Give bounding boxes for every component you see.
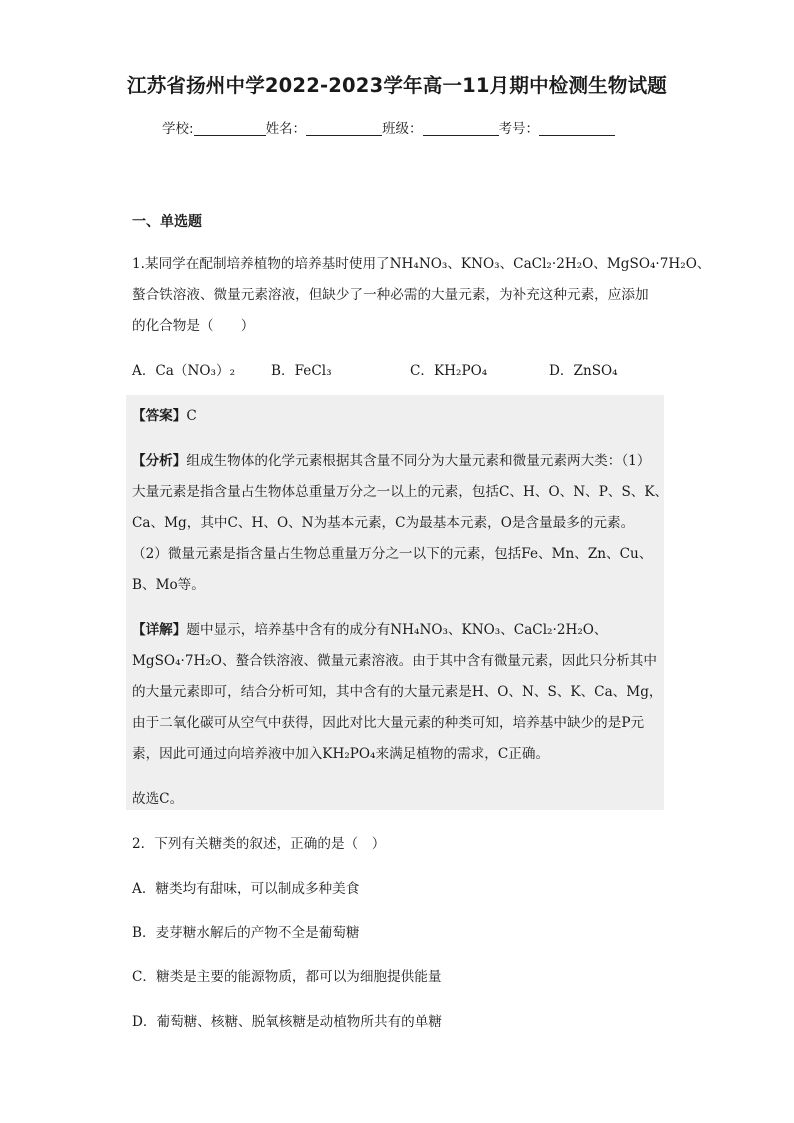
class-blank[interactable]: [423, 121, 499, 136]
section-heading: 一、单选题: [132, 214, 202, 230]
q1-option-d: D．ZnSO₄: [549, 363, 618, 379]
q2-option-c: C．糖类是主要的能源物质，都可以为细胞提供能量: [132, 969, 442, 985]
analysis-label: 【分析】: [132, 453, 187, 469]
q1-stem-line: 1.某同学在配制培养植物的培养基时使用了NH₄NO₃、KNO₃、CaCl₂·2H₂O、MgSO₄·7H₂O、: [132, 256, 711, 272]
id-blank[interactable]: [539, 121, 615, 136]
answer-value: C: [186, 408, 197, 424]
detail-text: 题中显示，培养基中含有的成分有NH₄NO₃、KNO₃、CaCl₂·2H₂O、: [186, 622, 608, 638]
q1-option-a: A．Ca（NO₃）₂: [132, 363, 236, 379]
school-blank[interactable]: [194, 121, 266, 136]
analysis-text: 组成生物体的化学元素根据其含量不同分为大量元素和微量元素两大类：（1）: [186, 453, 651, 469]
q1-detail-line: 由于二氧化碳可从空气中获得，因此对比大量元素的种类可知，培养基中缺少的是P元: [132, 715, 645, 731]
student-info-line: [162, 117, 615, 137]
q1-analysis-line: B、Mo等。: [132, 577, 205, 593]
q1-option-c: C．KH₂PO₄: [410, 363, 488, 379]
q1-analysis-line: 大量元素是指含量占生物体总重量万分之一以上的元素，包括C、H、O、N、P、S、K、: [132, 484, 669, 500]
q1-stem-line: 的化合物是（ ）: [132, 318, 255, 334]
answer-label: 【答案】: [132, 408, 187, 424]
q1-analysis-line: [132, 449, 650, 469]
exam-title: 江苏省扬州中学2022-2023学年高一11月期中检测生物试题: [127, 74, 667, 97]
q1-detail-line: 的大量元素即可，结合分析可知，其中含有的大量元素是H、O、N、S、K、Ca、Mg，: [132, 684, 663, 700]
q1-stem-line: 螯合铁溶液、微量元素溶液，但缺少了一种必需的大量元素，为补充这种元素，应添加: [132, 287, 649, 303]
q1-analysis-line: （2）微量元素是指含量占生物总重量万分之一以下的元素，包括Fe、Mn、Zn、Cu、: [132, 546, 653, 562]
q2-stem: 2．下列有关糖类的叙述，正确的是（ ）: [132, 836, 386, 852]
q1-detail-line: 素，因此可通过向培养液中加入KH₂PO₄来满足植物的需求，C正确。: [132, 746, 550, 762]
detail-label: 【详解】: [132, 622, 187, 638]
q2-option-b: B．麦芽糖水解后的产物不全是葡萄糖: [132, 925, 360, 941]
class-label: 班级：: [382, 121, 423, 137]
name-blank[interactable]: [306, 121, 382, 136]
q1-detail-line: [132, 618, 608, 638]
q2-option-d: D．葡萄糖、核糖、脱氧核糖是动植物所共有的单糖: [132, 1014, 442, 1030]
q1-analysis-line: Ca、Mg，其中C、H、O、N为基本元素，C为最基本元素，O是含量最多的元素。: [132, 515, 635, 531]
id-label: 考号：: [498, 121, 540, 137]
q1-detail-line: MgSO₄·7H₂O、螯合铁溶液、微量元素溶液。由于其中含有微量元素，因此只分析其中: [132, 653, 657, 669]
q1-conclusion: 故选C。: [132, 791, 184, 807]
q2-option-a: A．糖类均有甜味，可以制成多种美食: [132, 881, 360, 897]
school-label: 学校:: [162, 121, 194, 137]
q1-answer: [132, 404, 197, 424]
q1-option-b: B．FeCl₃: [271, 363, 332, 379]
name-label: 姓名：: [265, 121, 307, 137]
